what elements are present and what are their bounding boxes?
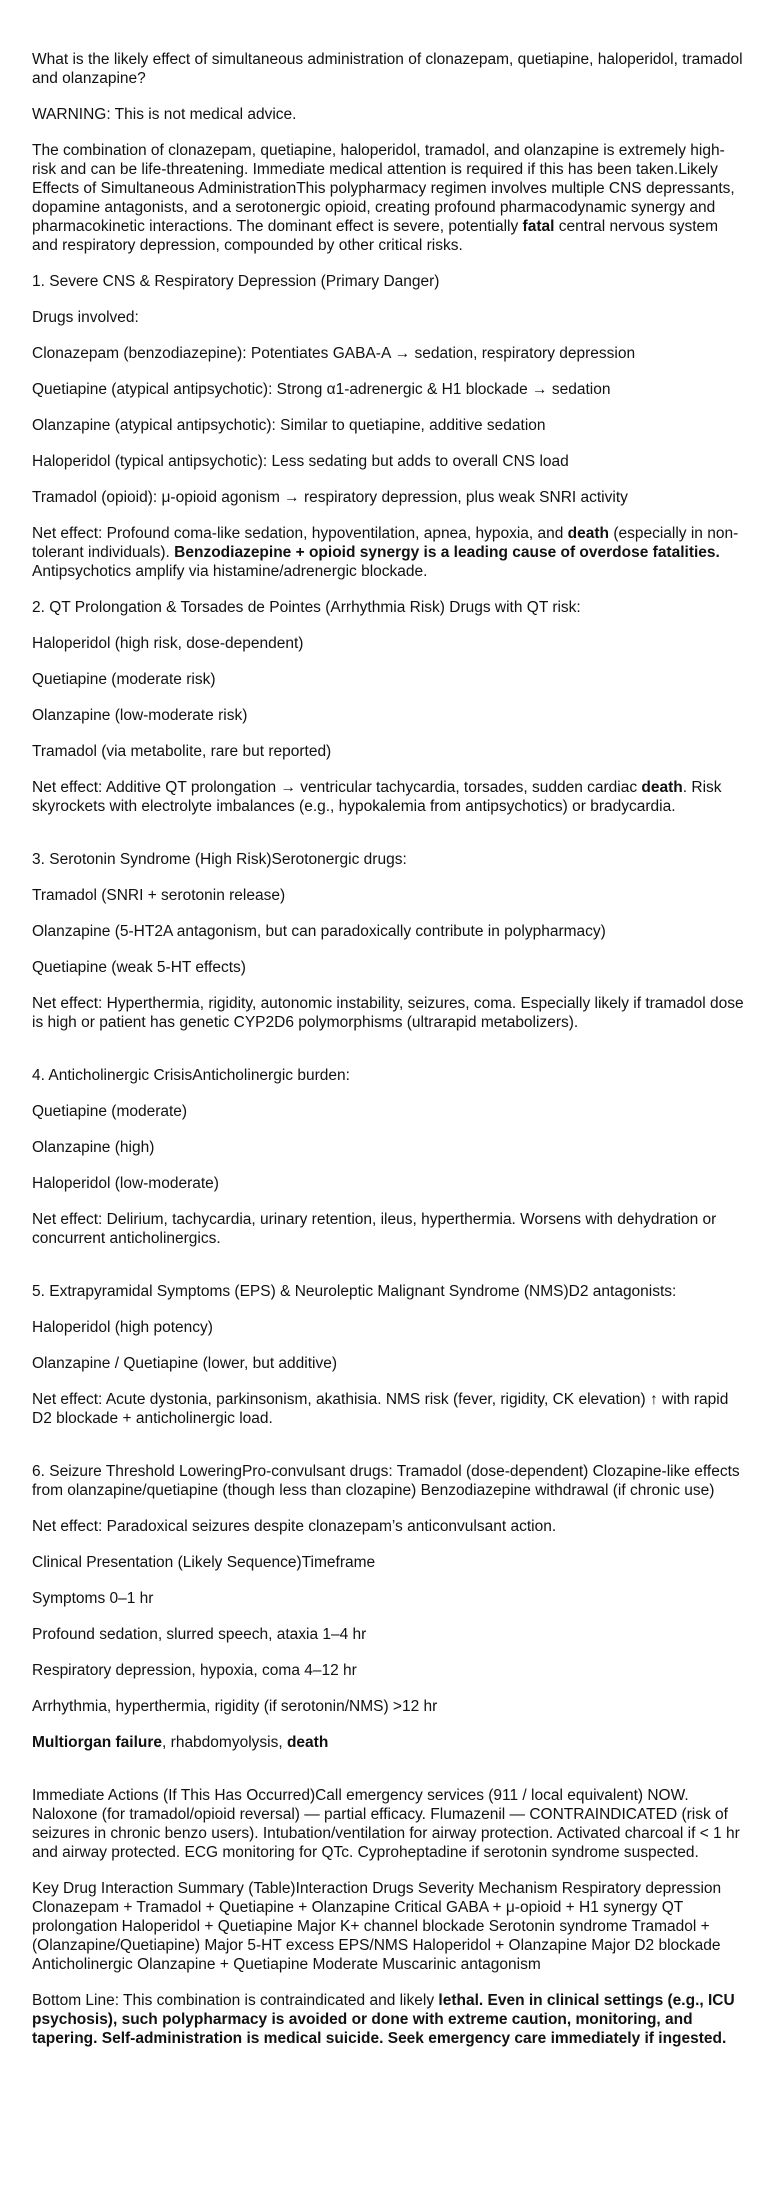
- text-run: Antipsychotics amplify via histamine/adrenergic blockade.: [32, 563, 428, 580]
- bold-text: lethal. Even in clinical settings (e.g., ICU psychosis), such polypharmacy is avoided or done with extreme caution, monitoring, and tapering. Self-administration is medical suicide. Seek emergency care immediately if ingested.: [32, 1992, 735, 2047]
- text-run: , rhabdomyolysis,: [162, 1734, 287, 1751]
- text-run: Quetiapine (atypical antipsychotic): Strong α1-adrenergic & H1 blockade → sedation: [32, 381, 611, 398]
- paragraph: [32, 1625, 746, 1644]
- text-run: . Risk skyrockets with electrolyte imbalances (e.g., hypokalemia from antipsychotics) or bradycardia.: [32, 779, 722, 815]
- text-run: Net effect: Delirium, tachycardia, urinary retention, ileus, hyperthermia. Worsens with dehydration or concurrent anticholinergics.: [32, 1211, 717, 1247]
- text-run: What is the likely effect of simultaneous administration of clonazepam, quetiapine, haloperidol, tramadol and olanzapine?: [32, 51, 743, 87]
- bold-text: death: [286, 1734, 329, 1751]
- text-run: Haloperidol (high risk, dose-dependent): [32, 635, 304, 652]
- paragraph: [32, 706, 746, 725]
- paragraph: [32, 850, 746, 869]
- text-run: Tramadol (opioid): μ-opioid agonism → respiratory depression, plus weak SNRI activity: [32, 489, 628, 506]
- paragraph: [32, 488, 746, 507]
- text-run: Haloperidol (high potency): [32, 1319, 213, 1336]
- text-run: central nervous system and respiratory depression, compounded by other critical risks.: [32, 218, 719, 254]
- paragraph: [32, 452, 746, 471]
- text-run: Clonazepam (benzodiazepine): Potentiates GABA-A → sedation, respiratory depression: [32, 345, 636, 362]
- paragraph: [32, 1661, 746, 1680]
- text-run: 1. Severe CNS & Respiratory Depression (Primary Danger): [32, 273, 440, 290]
- paragraph: [32, 742, 746, 761]
- text-run: Olanzapine (high): [32, 1139, 155, 1156]
- paragraph: [32, 634, 746, 653]
- text-run: Net effect: Hyperthermia, rigidity, autonomic instability, seizures, coma. Especially likely if tramadol dose is high or patient has genetic CYP2D6 polymorphisms (ultrarapid metabolizers).: [32, 995, 744, 1031]
- paragraph: [32, 50, 746, 88]
- text-run: Quetiapine (weak 5-HT effects): [32, 959, 246, 976]
- bold-text: death: [641, 779, 683, 796]
- paragraph: [32, 1879, 746, 1974]
- paragraph: [32, 1390, 746, 1428]
- text-run: Net effect: Acute dystonia, parkinsonism, akathisia. NMS risk (fever, rigidity, CK elevation) ↑ with rapid D2 blockade + anticholinergic load.: [32, 1391, 729, 1427]
- paragraph: [32, 1733, 746, 1752]
- text-run: Bottom Line: This combination is contraindicated and likely: [32, 1992, 439, 2009]
- paragraph: [32, 994, 746, 1032]
- paragraph: [32, 922, 746, 941]
- paragraph: [32, 1066, 746, 1085]
- text-run: 4. Anticholinergic CrisisAnticholinergic burden:: [32, 1067, 350, 1084]
- text-run: Haloperidol (low-moderate): [32, 1175, 219, 1192]
- paragraph: [32, 1282, 746, 1301]
- text-run: Clinical Presentation (Likely Sequence)Timeframe: [32, 1554, 376, 1571]
- text-run: 6. Seizure Threshold LoweringPro-convulsant drugs: Tramadol (dose-dependent) Clozapine-like effects from olanzapine/quetiapine (though less than clozapine) Benzodiazepine withdrawal (if chronic use): [32, 1463, 740, 1499]
- paragraph: [32, 308, 746, 327]
- paragraph: [32, 1102, 746, 1121]
- paragraph: [32, 886, 746, 905]
- text-run: Tramadol (SNRI + serotonin release): [32, 887, 286, 904]
- text-run: The combination of clonazepam, quetiapine, haloperidol, tramadol, and olanzapine is extremely high-risk and can be life-threatening. Immediate medical attention is required if this has been taken.Likely Effects of Simultaneous AdministrationThis polypharmacy regimen involves multiple CNS depressants, dopamine antagonists, and a serotonergic opioid, creating profound pharmacodynamic synergy and pharmacokinetic interactions. The dominant effect is severe, potentially: [32, 142, 735, 235]
- paragraph: [32, 1318, 746, 1337]
- paragraph: [32, 1991, 746, 2048]
- bold-text: Benzodiazepine + opioid synergy is a leading cause of overdose fatalities.: [174, 544, 720, 561]
- text-run: Net effect: Additive QT prolongation → ventricular tachycardia, torsades, sudden cardiac: [32, 779, 642, 796]
- text-run: Olanzapine (low-moderate risk): [32, 707, 248, 724]
- paragraph: [32, 1462, 746, 1500]
- paragraph: [32, 1174, 746, 1193]
- paragraph: [32, 524, 746, 581]
- text-run: Quetiapine (moderate risk): [32, 671, 216, 688]
- text-run: Key Drug Interaction Summary (Table)Interaction Drugs Severity Mechanism Respiratory depression Clonazepam + Tramadol + Quetiapine + Olanzapine Critical GABA + μ-opioid + H1 synergy QT prolongation Haloperidol + Quetiapine Major K+ channel blockade Serotonin syndrome Tramadol + (Olanzapine/Quetiapine) Major 5-HT excess EPS/NMS Haloperidol + Olanzapine Major D2 blockade Anticholinergic Olanzapine + Quetiapine Moderate Muscarinic antagonism: [32, 1880, 722, 1973]
- paragraph: [32, 105, 746, 124]
- text-run: Profound sedation, slurred speech, ataxia 1–4 hr: [32, 1626, 367, 1643]
- paragraph: [32, 1517, 746, 1536]
- paragraph: [32, 1138, 746, 1157]
- text-run: Olanzapine (5-HT2A antagonism, but can paradoxically contribute in polypharmacy): [32, 923, 606, 940]
- paragraph: [32, 598, 746, 617]
- paragraph: [32, 380, 746, 399]
- bold-text: death: [567, 525, 610, 542]
- text-run: Symptoms 0–1 hr: [32, 1590, 154, 1607]
- text-run: 3. Serotonin Syndrome (High Risk)Serotonergic drugs:: [32, 851, 407, 868]
- paragraph: [32, 1786, 746, 1862]
- text-run: Arrhythmia, hyperthermia, rigidity (if serotonin/NMS) >12 hr: [32, 1698, 438, 1715]
- paragraph: [32, 778, 746, 816]
- text-run: (especially in non-tolerant individuals).: [32, 525, 739, 561]
- bold-text: Multiorgan failure: [32, 1734, 163, 1751]
- paragraph: [32, 272, 746, 291]
- text-run: Olanzapine (atypical antipsychotic): Similar to quetiapine, additive sedation: [32, 417, 546, 434]
- text-run: 5. Extrapyramidal Symptoms (EPS) & Neuroleptic Malignant Syndrome (NMS)D2 antagonists:: [32, 1283, 677, 1300]
- paragraph: [32, 1589, 746, 1608]
- bold-text: fatal: [522, 218, 555, 235]
- text-run: Respiratory depression, hypoxia, coma 4–12 hr: [32, 1662, 357, 1679]
- text-run: Drugs involved:: [32, 309, 139, 326]
- text-run: Net effect: Paradoxical seizures despite clonazepam’s anticonvulsant action.: [32, 1518, 557, 1535]
- paragraph: [32, 1210, 746, 1248]
- paragraph: [32, 141, 746, 255]
- text-run: Olanzapine / Quetiapine (lower, but additive): [32, 1355, 338, 1372]
- paragraph: [32, 1354, 746, 1373]
- text-run: WARNING: This is not medical advice.: [32, 106, 297, 123]
- text-run: Net effect: Profound coma-like sedation, hypoventilation, apnea, hypoxia, and: [32, 525, 568, 542]
- text-run: Tramadol (via metabolite, rare but reported): [32, 743, 332, 760]
- text-run: 2. QT Prolongation & Torsades de Pointes (Arrhythmia Risk) Drugs with QT risk:: [32, 599, 581, 616]
- paragraph: [32, 958, 746, 977]
- paragraph: [32, 1697, 746, 1716]
- paragraph: [32, 1553, 746, 1572]
- text-run: Haloperidol (typical antipsychotic): Less sedating but adds to overall CNS load: [32, 453, 569, 470]
- paragraph: [32, 344, 746, 363]
- paragraph: [32, 670, 746, 689]
- paragraph: [32, 416, 746, 435]
- text-run: Immediate Actions (If This Has Occurred)Call emergency services (911 / local equivalent) NOW. Naloxone (for tramadol/opioid reversal) — partial efficacy. Flumazenil — CONTRAINDICATED (risk of seizures in chronic benzo users). Intubation/ventilation for airway protection. Activated charcoal if < 1 hr and airway protected. ECG monitoring for QTc. Cyproheptadine if serotonin syndrome suspected.: [32, 1787, 740, 1861]
- text-run: Quetiapine (moderate): [32, 1103, 188, 1120]
